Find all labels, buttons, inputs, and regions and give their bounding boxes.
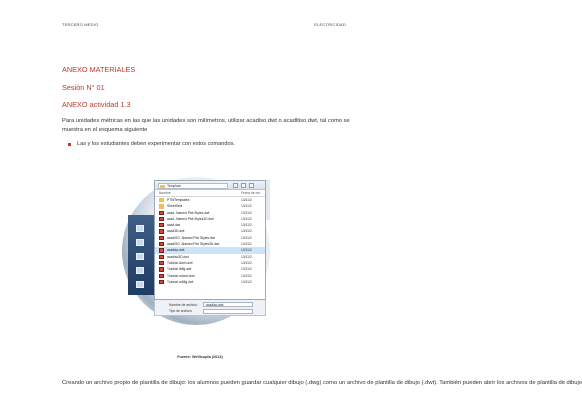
dialog-toolbar <box>155 181 265 190</box>
dwt-file-icon <box>159 236 164 240</box>
file-name: Tutorial-mArch.dwt <box>167 273 195 278</box>
figure-clip <box>122 177 270 325</box>
places-history-icon[interactable] <box>136 225 144 232</box>
activity-heading: ANEXO actividad 1.3 <box>62 100 131 109</box>
file-browser-window <box>154 180 266 300</box>
file-date: 13/11/2 <box>241 273 252 278</box>
page-header <box>62 22 346 32</box>
folder-icon <box>160 185 165 188</box>
file-name: acadISO -Named Plot Styles3D.dwt <box>167 242 220 247</box>
dwt-file-icon <box>159 217 164 221</box>
file-date: 13/11/2 <box>241 267 252 272</box>
dwt-file-icon <box>159 267 164 271</box>
dwt-file-icon <box>159 255 164 259</box>
column-date-header[interactable]: Fecha de mo <box>241 191 261 195</box>
filename-label: Nombre de archivo: <box>169 303 198 307</box>
dwt-file-icon <box>159 229 164 233</box>
file-name: acad -Named Plot Styles.dwt <box>167 210 210 215</box>
file-name: PTWTemplates <box>167 198 190 202</box>
dialog-filename-area <box>154 300 266 316</box>
file-date: 13/11/2 <box>241 198 252 202</box>
back-button[interactable] <box>233 183 238 188</box>
lookin-dropdown[interactable] <box>158 183 228 189</box>
places-ftp-icon[interactable] <box>136 281 144 288</box>
up-folder-button[interactable] <box>241 183 246 188</box>
file-name: Tutorial-iArch.dwt <box>167 260 193 265</box>
file-date: 13/11/2 <box>241 210 252 215</box>
file-name: SheetSets <box>167 204 183 209</box>
bullet-item <box>68 141 235 147</box>
file-name: acadISO -Named Plot Styles.dwt <box>167 235 216 240</box>
file-name: acadiso3D.dwt <box>167 254 189 259</box>
file-name: acad.dwt <box>167 223 181 228</box>
file-name: Tutorial-iMfg.dwt <box>167 267 192 272</box>
dwt-file-icon <box>159 274 164 278</box>
file-date: 13/11/2 <box>241 204 252 209</box>
places-documents-icon[interactable] <box>136 239 144 246</box>
file-list <box>155 197 265 285</box>
dwt-file-icon <box>159 223 164 227</box>
folder-icon <box>159 204 164 208</box>
file-row[interactable] <box>155 279 265 285</box>
intro-paragraph: Para unidades métricas en las que las unidades son milímetros, utilizar acadiso.dwt o acadltiso.dwt, tal como se muestra en el esquema siguiente <box>62 118 350 133</box>
file-date: 13/11/2 <box>241 235 252 240</box>
folder-icon <box>159 198 164 202</box>
file-date: 13/11/2 <box>241 216 252 221</box>
filename-input[interactable]: acadiso.dwt <box>203 302 253 307</box>
header-course: TERCERO MEDIO <box>62 22 99 27</box>
places-desktop-icon[interactable] <box>136 267 144 274</box>
bullet-dot-icon <box>68 143 71 146</box>
dwt-file-icon <box>159 280 164 284</box>
dwt-file-icon <box>159 261 164 265</box>
file-date: 13/11/2 <box>241 242 252 247</box>
figure-caption: Fuente: Wellicopia (2014) <box>177 355 223 359</box>
session-heading: Sesión N° 01 <box>62 83 105 92</box>
file-name: acad -Named Plot Styles3D.dwt <box>167 216 214 221</box>
dialog-right-edge <box>266 180 270 220</box>
dwt-file-icon <box>159 211 164 215</box>
file-name: acadiso.dwt <box>167 248 185 253</box>
views-button[interactable] <box>249 183 254 188</box>
bullet-text: Las y los estudiantes deben experimentar con estos comandos. <box>77 141 235 147</box>
file-list-header <box>155 190 265 197</box>
file-name: acad3D.dwt <box>167 229 185 234</box>
file-date: 13/11/2 <box>241 260 252 265</box>
header-subject: ELECTRICIDAD <box>314 22 346 27</box>
filetype-dropdown[interactable] <box>203 309 253 314</box>
annex-heading: ANEXO MATERIALES <box>62 65 136 74</box>
file-name: Tutorial-mMfg.dwt <box>167 279 194 284</box>
file-date: 13/11/2 <box>241 229 252 234</box>
file-date: 13/11/2 <box>241 248 252 253</box>
body-paragraph: Creando un archivo propio de plantilla de dibujo: los alumnos pueden guardar cualquier dibujo (.dwg) como un archivo de plantilla de dibujo (.dwt). También pueden abrir los archivos de plantilla de dibujo <box>62 380 582 386</box>
file-date: 13/11/2 <box>241 279 252 284</box>
file-date: 13/11/2 <box>241 254 252 259</box>
file-date: 13/11/2 <box>241 223 252 228</box>
file-dialog-figure <box>122 177 270 325</box>
dwt-file-icon <box>159 242 164 246</box>
dwt-file-icon <box>159 248 164 252</box>
lookin-value: Template <box>167 183 181 188</box>
filetype-label: Tipo de archivo: <box>169 309 193 313</box>
places-favorites-icon[interactable] <box>136 253 144 260</box>
column-name-header[interactable]: Nombre <box>159 191 171 195</box>
